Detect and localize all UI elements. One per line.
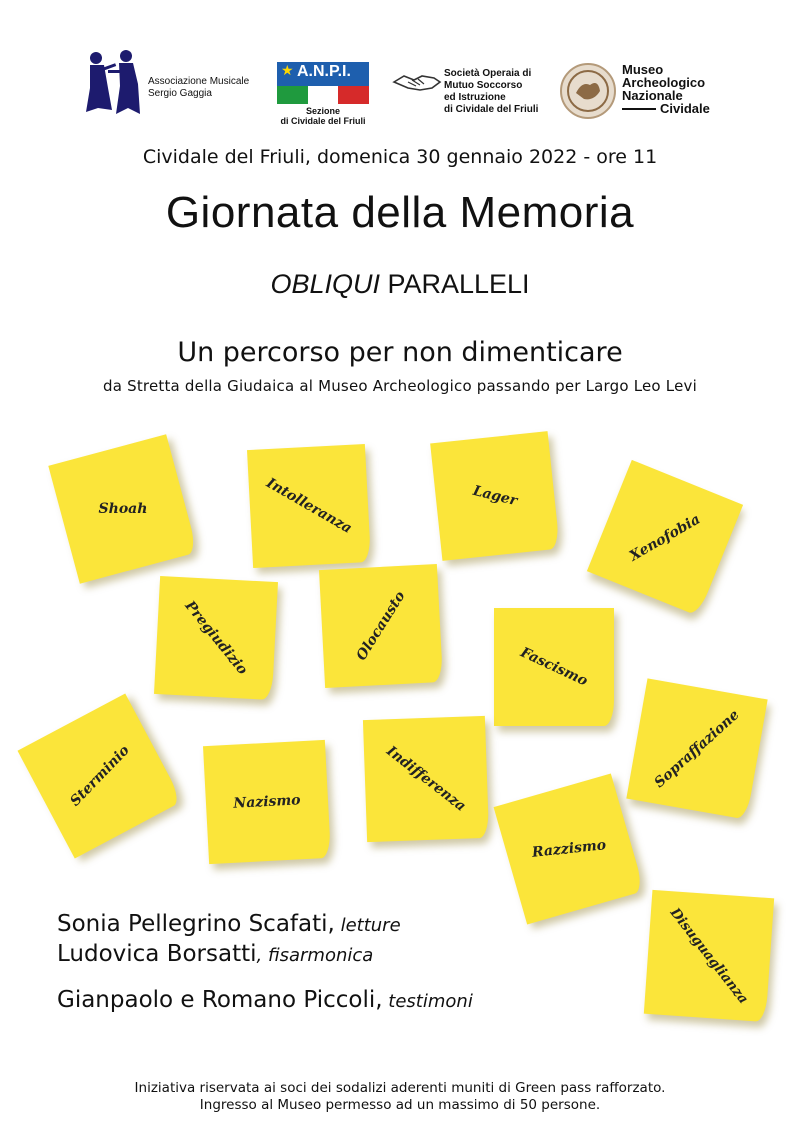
note-label: Fascismo	[517, 644, 591, 690]
route-line: da Stretta della Giudaica al Museo Archeologico passando per Largo Leo Levi	[103, 377, 697, 395]
note-label: Pregiudizio	[181, 598, 251, 678]
soms-line1: Società Operaia di	[444, 68, 532, 79]
anpi-flag	[277, 62, 369, 104]
museo-line4: Cividale	[660, 101, 710, 116]
anpi-line2: di Cividale del Friuli	[280, 116, 366, 126]
sticky-note	[48, 434, 197, 583]
note-label: Xenofobia	[626, 511, 704, 565]
sticky-note	[494, 608, 614, 726]
assoc-line2: Sergio Gaggia	[148, 88, 212, 99]
note-label: Nazismo	[233, 792, 301, 812]
sticky-note	[203, 740, 331, 864]
page-title: Giornata della Memoria	[165, 188, 635, 237]
performer-role: testimoni	[382, 991, 473, 1012]
museo-rule	[622, 108, 656, 110]
museo-line2: Archeologico	[622, 75, 706, 90]
performer-2	[57, 941, 373, 967]
note-label: Indifferenza	[383, 743, 469, 815]
note-label: Lager	[471, 482, 519, 510]
sticky-note	[626, 678, 767, 819]
sticky-note	[319, 564, 443, 688]
musicians-logo-icon	[78, 48, 144, 118]
performer-3	[57, 987, 473, 1013]
date-line: Cividale del Friuli, domenica 30 gennaio 2022 - ore 11	[142, 146, 658, 168]
performer-name: Gianpaolo e Romano Piccoli,	[57, 987, 383, 1013]
soms-line4: di Cividale del Friuli	[444, 104, 539, 115]
museo-line3: Nazionale	[622, 88, 683, 103]
sticky-note	[18, 694, 183, 859]
note-label: Sopraffazione	[651, 706, 743, 792]
sticky-note	[154, 576, 278, 700]
museum-medallion-icon	[560, 63, 616, 119]
note-label: Olocausto	[353, 588, 409, 664]
note-label: Shoah	[98, 501, 148, 517]
soms-line3: ed Istruzione	[444, 92, 506, 103]
performer-role: letture	[334, 915, 401, 936]
sticky-note	[644, 890, 774, 1022]
performer-role: , fisarmonica	[256, 945, 374, 966]
note-label: Sterminio	[67, 742, 133, 810]
note-label: Disuguaglianza	[666, 905, 752, 1007]
soms-line2: Mutuo Soccorso	[444, 80, 523, 91]
subtitle-italic: OBLIQUI	[270, 269, 380, 299]
anpi-line1: Sezione	[305, 106, 340, 116]
subtitle-rest: PARALLELI	[379, 269, 530, 299]
sticky-note	[587, 460, 743, 616]
performer-1	[57, 911, 401, 937]
footer-line1: Iniziativa riservata ai soci dei sodalizi aderenti muniti di Green pass rafforzato.	[134, 1080, 666, 1096]
note-label: Intolleranza	[263, 475, 355, 537]
footer	[0, 1080, 800, 1114]
tagline: Un percorso per non dimenticare	[177, 337, 623, 368]
assoc-line1: Associazione Musicale	[148, 76, 250, 87]
footer-line2: Ingresso al Museo permesso ad un massimo di 50 persone.	[199, 1097, 601, 1113]
anpi-mark: A.N.P.I.	[297, 63, 351, 80]
subtitle	[0, 269, 800, 300]
sticky-note	[430, 431, 560, 561]
sticky-note	[494, 774, 645, 925]
performer-name: Sonia Pellegrino Scafati,	[57, 911, 335, 937]
performer-name: Ludovica Borsatti	[57, 941, 257, 967]
sticky-note	[363, 716, 489, 842]
sticky-note	[247, 444, 371, 568]
star-icon: ★	[281, 63, 294, 79]
museo-line1: Museo	[622, 62, 664, 77]
handshake-icon	[392, 68, 442, 94]
note-label: Razzismo	[531, 837, 607, 861]
